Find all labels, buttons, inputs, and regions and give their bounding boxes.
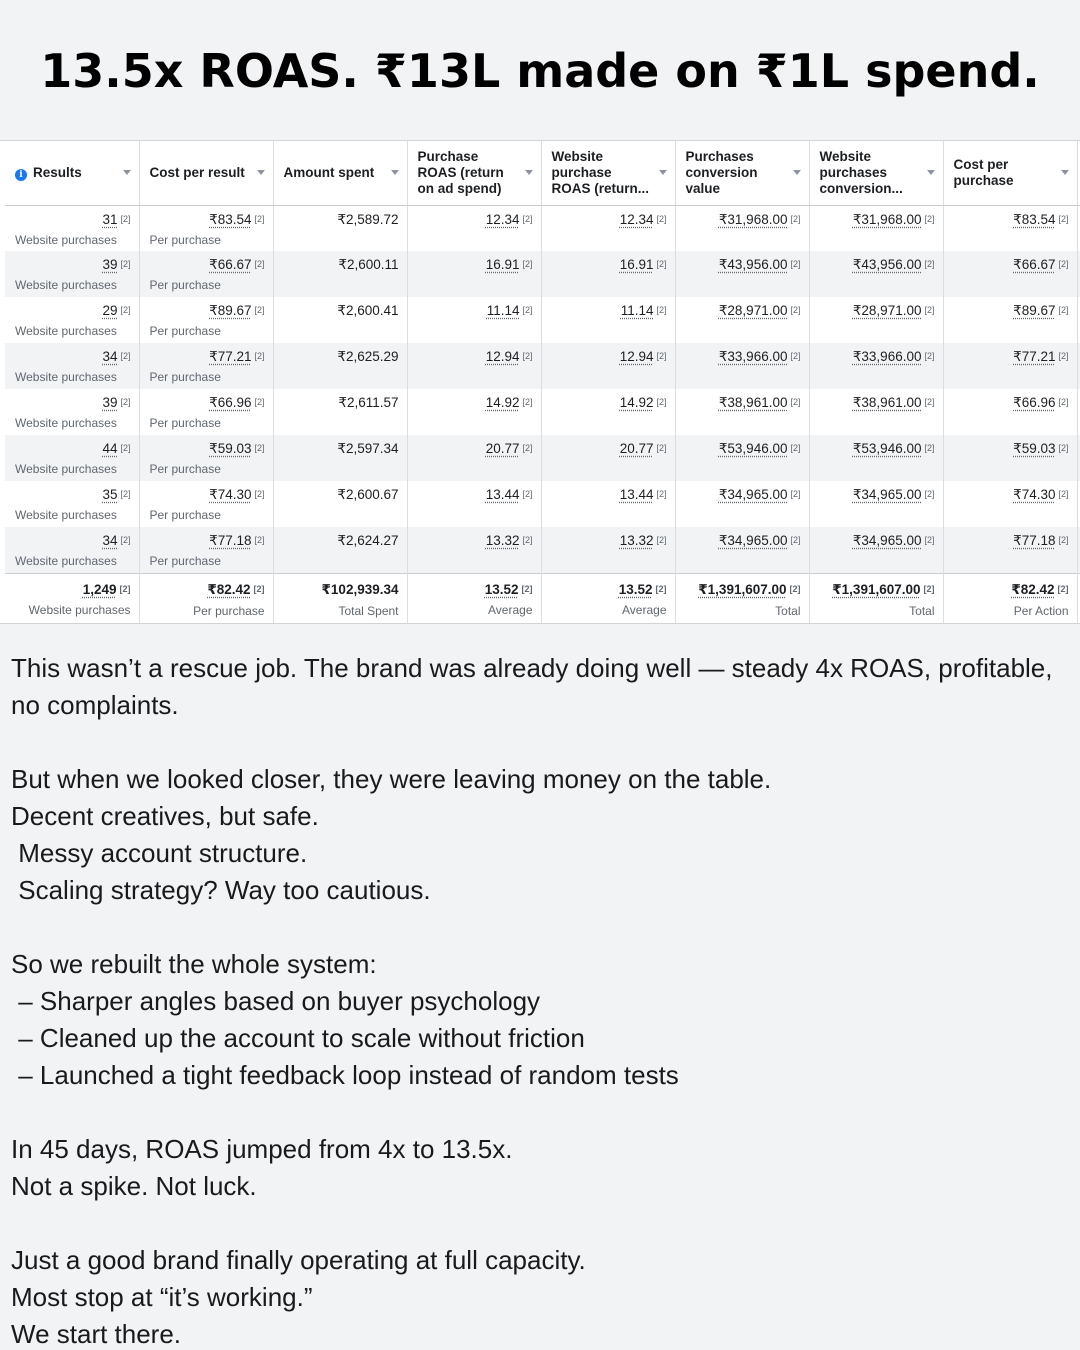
cell-results xyxy=(5,527,139,573)
footnote-marker: [2] xyxy=(790,259,801,269)
column-header-website-purchase-roas[interactable] xyxy=(541,141,675,205)
body-line: – Sharper angles based on buyer psychology xyxy=(11,986,541,1016)
cell-website-purchase-roas xyxy=(541,573,675,624)
footnote-marker: [2] xyxy=(656,489,667,499)
ads-report-table xyxy=(0,140,1080,624)
footnote-marker: [2] xyxy=(656,351,667,361)
cell-amount-spent xyxy=(273,389,407,435)
footnote-marker: [2] xyxy=(522,259,533,269)
footnote-marker: [2] xyxy=(522,213,533,224)
body-line: – Cleaned up the account to scale without friction xyxy=(11,1023,585,1053)
footnote-marker: [2] xyxy=(254,397,265,407)
footnote-marker: [2] xyxy=(254,305,265,315)
cell-amount-spent xyxy=(273,527,407,573)
cell-website-purchases-conversion xyxy=(809,527,943,573)
cell-purchases-conversion-value xyxy=(675,389,809,435)
cell-value[interactable]: ₹89.67 xyxy=(209,303,252,318)
column-header-amount-spent[interactable] xyxy=(273,141,407,205)
cell-value[interactable]: 20.77 xyxy=(619,441,654,456)
cell-value[interactable]: 13.52 xyxy=(618,581,653,597)
cell-sublabel: Website purchases xyxy=(15,370,117,384)
cell-value[interactable]: 11.14 xyxy=(620,303,654,318)
cell-results xyxy=(5,251,139,297)
cell-value[interactable]: 13.32 xyxy=(485,533,520,548)
cell-cost-per-purchase xyxy=(943,343,1077,389)
cell-website-purchase-roas xyxy=(541,251,675,297)
cell-value[interactable]: 13.44 xyxy=(619,487,654,502)
cell-sublabel: Per purchase xyxy=(149,324,221,338)
table-row[interactable] xyxy=(5,297,1080,343)
footnote-marker: [2] xyxy=(120,305,131,315)
cell-value[interactable]: ₹66.67 xyxy=(1013,257,1056,272)
cell-value[interactable]: ₹33,966.00 xyxy=(852,349,922,364)
column-header-purchase-roas[interactable] xyxy=(407,141,541,205)
footnote-marker: [2] xyxy=(790,443,801,453)
cell-value[interactable]: ₹43,956.00 xyxy=(852,257,922,272)
chevron-down-icon[interactable] xyxy=(525,170,533,175)
cell-website-purchases-conversion xyxy=(809,481,943,527)
cell-cost-per-purchase xyxy=(943,297,1077,343)
footnote-marker: [2] xyxy=(656,443,667,453)
cell-value: ₹2,600.41 xyxy=(337,303,399,318)
cell-sublabel: Website purchases xyxy=(15,508,117,522)
chevron-down-icon[interactable] xyxy=(1061,170,1069,175)
cell-value: ₹2,611.57 xyxy=(338,395,399,410)
cell-results xyxy=(5,343,139,389)
footnote-marker: [2] xyxy=(790,397,801,407)
cell-results xyxy=(5,205,139,251)
footnote-marker: [2] xyxy=(120,535,131,545)
table-total-row xyxy=(5,573,1080,624)
footnote-marker: [2] xyxy=(924,443,935,453)
cell-value[interactable]: 12.34 xyxy=(619,211,654,227)
cell-cost-per-result xyxy=(139,343,273,389)
cell-sublabel: Per purchase xyxy=(149,416,221,430)
cell-value[interactable]: 44 xyxy=(102,441,118,456)
cell-amount-spent xyxy=(273,205,407,251)
column-header-purchases-conversion-value[interactable] xyxy=(675,141,809,205)
cell-purchases-conversion-value xyxy=(675,481,809,527)
cell-value[interactable]: ₹28,971.00 xyxy=(718,303,788,318)
footnote-marker: [2] xyxy=(1058,305,1069,315)
cell-value[interactable]: ₹66.96 xyxy=(209,395,252,410)
cell-value[interactable]: ₹77.21 xyxy=(1013,349,1056,364)
footnote-marker: [2] xyxy=(254,535,265,545)
cell-value[interactable]: ₹74.30 xyxy=(1013,487,1056,502)
cell-value[interactable]: 34 xyxy=(102,533,118,548)
body-line: Decent creatives, but safe. xyxy=(11,801,319,831)
cell-value: ₹2,600.67 xyxy=(337,487,399,502)
cell-value[interactable]: 39 xyxy=(102,257,118,272)
cell-value: ₹2,600.11 xyxy=(338,257,399,272)
column-header-website-purchases-conversion[interactable] xyxy=(809,141,943,205)
cell-cost-per-result xyxy=(139,481,273,527)
footnote-marker: [2] xyxy=(120,397,131,407)
footnote-marker: [2] xyxy=(1058,489,1069,499)
footnote-marker: [2] xyxy=(522,443,533,453)
cell-amount-spent xyxy=(273,343,407,389)
cell-value[interactable]: 31 xyxy=(102,211,118,227)
footnote-marker: [2] xyxy=(1058,213,1069,224)
cell-purchase-roas xyxy=(407,481,541,527)
cell-value[interactable]: ₹77.18 xyxy=(209,533,252,548)
cell-website-purchases-conversion xyxy=(809,297,943,343)
cell-value[interactable]: ₹31,968.00 xyxy=(852,211,922,227)
footnote-marker: [2] xyxy=(120,213,131,224)
cell-value: ₹2,597.34 xyxy=(337,441,399,456)
cell-value[interactable]: ₹1,391,607.00 xyxy=(832,581,921,597)
cell-cost-per-purchase xyxy=(943,527,1077,573)
cell-value[interactable]: 1,249 xyxy=(82,581,117,597)
paragraph-gap xyxy=(11,724,1071,761)
cell-purchases-conversion-value xyxy=(675,527,809,573)
footnote-marker: [2] xyxy=(656,535,667,545)
cell-sublabel: Average xyxy=(488,602,533,617)
cell-sublabel: Website purchases xyxy=(15,554,117,568)
footnote-marker: [2] xyxy=(1058,397,1069,407)
cell-value[interactable]: ₹77.18 xyxy=(1013,533,1056,548)
cell-website-purchase-roas xyxy=(541,297,675,343)
cell-value[interactable]: ₹1,391,607.00 xyxy=(698,581,787,597)
cell-sublabel: Website purchases xyxy=(15,278,117,292)
body-line: We start there. xyxy=(11,1319,182,1349)
cell-value[interactable]: ₹34,965.00 xyxy=(718,487,788,502)
cell-value[interactable]: 14.92 xyxy=(485,395,520,410)
header-label: Purchase ROAS (return on ad spend) xyxy=(417,148,504,196)
cell-website-purchases-conversion xyxy=(809,343,943,389)
cell-value[interactable]: ₹59.03 xyxy=(209,441,252,456)
footnote-marker: [2] xyxy=(522,489,533,499)
cell-website-purchase-roas xyxy=(541,481,675,527)
cell-value[interactable]: ₹53,946.00 xyxy=(718,441,788,456)
cell-website-purchase-roas xyxy=(541,389,675,435)
footnote-marker: [2] xyxy=(656,397,667,407)
cell-results xyxy=(5,435,139,481)
body-line: – Launched a tight feedback loop instead of random tests xyxy=(11,1060,679,1090)
cell-value[interactable]: ₹31,968.00 xyxy=(718,211,788,227)
cell-purchase-roas xyxy=(407,251,541,297)
header-label: Website purchases conversion... xyxy=(819,148,903,196)
cell-cost-per-purchase xyxy=(943,205,1077,251)
cell-value[interactable]: ₹74.30 xyxy=(209,487,252,502)
column-header-results[interactable] xyxy=(5,141,139,205)
footnote-marker: [2] xyxy=(790,535,801,545)
body-line: Messy account structure. xyxy=(11,838,308,868)
footnote-marker: [2] xyxy=(254,213,265,224)
footnote-marker: [2] xyxy=(1058,259,1069,269)
table-row[interactable] xyxy=(5,481,1080,527)
cell-value[interactable]: 39 xyxy=(102,395,118,410)
chevron-down-icon[interactable] xyxy=(927,170,935,175)
cell-cost-per-result xyxy=(139,297,273,343)
cell-results xyxy=(5,389,139,435)
cell-sublabel: Total Spent xyxy=(338,603,399,618)
cell-value[interactable]: 14.92 xyxy=(619,395,654,410)
cell-purchases-conversion-value xyxy=(675,343,809,389)
chevron-down-icon[interactable] xyxy=(659,170,667,175)
cell-value[interactable]: ₹82.42 xyxy=(1011,581,1055,597)
cell-website-purchase-roas xyxy=(541,205,675,251)
footnote-marker: [2] xyxy=(1058,535,1069,545)
footnote-marker: [2] xyxy=(790,489,801,499)
cell-cost-per-result xyxy=(139,573,273,624)
body-line: Not a spike. Not luck. xyxy=(11,1171,257,1201)
footnote-marker: [2] xyxy=(1058,443,1069,453)
cell-sublabel: Total xyxy=(775,603,801,618)
cell-sublabel: Per purchase xyxy=(149,508,221,522)
chevron-down-icon[interactable] xyxy=(123,170,131,175)
cell-cost-per-purchase xyxy=(943,389,1077,435)
footnote-marker: [2] xyxy=(923,583,935,594)
cell-value[interactable]: 12.94 xyxy=(619,349,654,364)
footnote-marker: [2] xyxy=(656,259,667,269)
cell-value[interactable]: 34 xyxy=(102,349,118,364)
cell-purchases-conversion-value xyxy=(675,435,809,481)
table-row[interactable] xyxy=(5,343,1080,389)
body-line: In 45 days, ROAS jumped from 4x to 13.5x. xyxy=(11,1134,513,1164)
cell-value[interactable]: ₹53,946.00 xyxy=(852,441,922,456)
cell-value[interactable]: ₹38,961.00 xyxy=(852,395,922,410)
chevron-down-icon[interactable] xyxy=(257,170,265,175)
cell-value[interactable]: ₹66.96 xyxy=(1013,395,1056,410)
cell-results xyxy=(5,481,139,527)
cell-sublabel: Per Action xyxy=(1013,603,1069,618)
cell-purchase-roas xyxy=(407,343,541,389)
cell-amount-spent xyxy=(273,481,407,527)
cell-value[interactable]: 13.52 xyxy=(484,581,519,597)
footnote-marker: [2] xyxy=(522,535,533,545)
footnote-marker: [2] xyxy=(1057,583,1069,594)
info-icon[interactable]: i xyxy=(15,169,27,181)
column-header-cost-per-purchase[interactable] xyxy=(943,141,1077,205)
cell-sublabel: Per purchase xyxy=(149,462,221,476)
cell-sublabel: Website purchases xyxy=(15,462,117,476)
footnote-marker: [2] xyxy=(924,397,935,407)
cell-value[interactable]: 12.94 xyxy=(485,349,520,364)
footnote-marker: [2] xyxy=(789,583,801,594)
cell-value[interactable]: 16.91 xyxy=(619,257,654,272)
cell-value[interactable]: ₹34,965.00 xyxy=(852,487,922,502)
table-row[interactable] xyxy=(5,205,1080,251)
footnote-marker: [2] xyxy=(924,259,935,269)
post-body xyxy=(11,650,1071,1350)
cell-value[interactable]: ₹43,956.00 xyxy=(718,257,788,272)
cell-purchases-conversion-value xyxy=(675,297,809,343)
cell-value[interactable]: ₹89.67 xyxy=(1013,303,1056,318)
header-label: Website purchase ROAS (return... xyxy=(551,148,650,196)
footnote-marker: [2] xyxy=(120,443,131,453)
footnote-marker: [2] xyxy=(656,305,667,315)
footnote-marker: [2] xyxy=(119,583,131,594)
footnote-marker: [2] xyxy=(120,489,131,499)
body-line: This wasn’t a rescue job. The brand was already doing well — steady 4x ROAS, profitable, no complaints. xyxy=(11,653,1060,720)
cell-purchase-roas xyxy=(407,573,541,624)
cell-sublabel: Average xyxy=(622,602,667,617)
cell-value[interactable]: ₹82.42 xyxy=(207,581,251,597)
cell-sublabel: Website purchases xyxy=(15,324,117,338)
cell-value[interactable]: ₹77.21 xyxy=(209,349,252,364)
cell-purchase-roas xyxy=(407,297,541,343)
cell-value[interactable]: 20.77 xyxy=(485,441,520,456)
cell-cost-per-purchase xyxy=(943,251,1077,297)
footnote-marker: [2] xyxy=(522,305,533,315)
table-row[interactable] xyxy=(5,251,1080,297)
header-label: Amount spent xyxy=(283,164,375,180)
cell-sublabel: Per purchase xyxy=(149,232,221,247)
header-label: Results xyxy=(33,164,82,180)
cell-amount-spent xyxy=(273,297,407,343)
cell-value: ₹102,939.34 xyxy=(321,581,399,597)
cell-value[interactable]: 35 xyxy=(102,487,118,502)
header-label: Cost per purchase xyxy=(953,156,1014,188)
cell-value: ₹2,589.72 xyxy=(337,211,399,227)
footnote-marker: [2] xyxy=(254,351,265,361)
cell-purchases-conversion-value xyxy=(675,573,809,624)
footnote-marker: [2] xyxy=(120,259,131,269)
footnote-marker: [2] xyxy=(120,351,131,361)
footnote-marker: [2] xyxy=(924,305,935,315)
column-header-cost-per-result[interactable] xyxy=(139,141,273,205)
cell-value[interactable]: 13.32 xyxy=(619,533,654,548)
cell-purchase-roas xyxy=(407,389,541,435)
cell-cost-per-result xyxy=(139,435,273,481)
paragraph-gap xyxy=(11,1094,1071,1131)
footnote-marker: [2] xyxy=(790,213,801,224)
footnote-marker: [2] xyxy=(1058,351,1069,361)
cell-value[interactable]: ₹34,965.00 xyxy=(852,533,922,548)
footnote-marker: [2] xyxy=(655,583,667,594)
cell-cost-per-purchase xyxy=(943,435,1077,481)
cell-website-purchase-roas xyxy=(541,343,675,389)
cell-sublabel: Website purchases xyxy=(28,602,131,617)
cell-website-purchases-conversion xyxy=(809,205,943,251)
cell-cost-per-purchase xyxy=(943,481,1077,527)
body-line: Most stop at “it’s working.” xyxy=(11,1282,313,1312)
chevron-down-icon[interactable] xyxy=(793,170,801,175)
cell-sublabel: Per purchase xyxy=(149,554,221,568)
paragraph-gap xyxy=(11,909,1071,946)
footnote-marker: [2] xyxy=(656,213,667,224)
table-header-row xyxy=(5,141,1080,205)
cell-amount-spent xyxy=(273,251,407,297)
cell-purchases-conversion-value xyxy=(675,251,809,297)
cell-website-purchase-roas xyxy=(541,435,675,481)
footnote-marker: [2] xyxy=(924,213,935,224)
cell-cost-per-result xyxy=(139,389,273,435)
table-row[interactable] xyxy=(5,435,1080,481)
cell-cost-per-result xyxy=(139,205,273,251)
results-table xyxy=(5,141,1080,624)
cell-amount-spent xyxy=(273,435,407,481)
cell-website-purchase-roas xyxy=(541,527,675,573)
table-row[interactable] xyxy=(5,527,1080,573)
cell-results xyxy=(5,297,139,343)
cell-sublabel: Per purchase xyxy=(149,278,221,292)
cell-value[interactable]: 29 xyxy=(102,303,118,318)
cell-sublabel: Per purchase xyxy=(149,370,221,384)
cell-value[interactable]: ₹83.54 xyxy=(209,211,252,227)
footnote-marker: [2] xyxy=(254,259,265,269)
cell-value: ₹2,624.27 xyxy=(337,533,399,548)
footnote-marker: [2] xyxy=(522,351,533,361)
header-label: Purchases conversion value xyxy=(685,148,758,196)
footnote-marker: [2] xyxy=(790,305,801,315)
cell-value[interactable]: ₹28,971.00 xyxy=(852,303,922,318)
footnote-marker: [2] xyxy=(924,351,935,361)
cell-website-purchases-conversion xyxy=(809,251,943,297)
headline: 13.5x ROAS. ₹13L made on ₹1L spend. xyxy=(40,44,1040,98)
body-line: But when we looked closer, they were leaving money on the table. xyxy=(11,764,772,794)
cell-cost-per-purchase xyxy=(943,573,1077,624)
footnote-marker: [2] xyxy=(522,397,533,407)
chevron-down-icon[interactable] xyxy=(391,170,399,175)
footnote-marker: [2] xyxy=(790,351,801,361)
cell-cost-per-result xyxy=(139,527,273,573)
cell-value[interactable]: ₹83.54 xyxy=(1013,211,1056,227)
cell-value[interactable]: ₹59.03 xyxy=(1013,441,1056,456)
footnote-marker: [2] xyxy=(924,489,935,499)
cell-value[interactable]: ₹34,965.00 xyxy=(718,533,788,548)
header-label: Cost per result xyxy=(149,164,245,180)
body-line: So we rebuilt the whole system: xyxy=(11,949,377,979)
cell-sublabel: Website purchases xyxy=(15,416,117,430)
body-line: Scaling strategy? Way too cautious. xyxy=(11,875,431,905)
footnote-marker: [2] xyxy=(254,443,265,453)
footnote-marker: [2] xyxy=(254,489,265,499)
paragraph-gap xyxy=(11,1205,1071,1242)
cell-sublabel: Per purchase xyxy=(193,603,265,618)
cell-value[interactable]: 12.34 xyxy=(485,211,520,227)
body-line: Just a good brand finally operating at full capacity. xyxy=(11,1245,586,1275)
cell-results xyxy=(5,573,139,624)
footnote-marker: [2] xyxy=(924,535,935,545)
cell-cost-per-result xyxy=(139,251,273,297)
cell-purchase-roas xyxy=(407,205,541,251)
cell-website-purchases-conversion xyxy=(809,573,943,624)
cell-website-purchases-conversion xyxy=(809,389,943,435)
cell-amount-spent xyxy=(273,573,407,624)
cell-value[interactable]: 16.91 xyxy=(485,257,520,272)
cell-purchases-conversion-value xyxy=(675,205,809,251)
cell-website-purchases-conversion xyxy=(809,435,943,481)
cell-purchase-roas xyxy=(407,435,541,481)
cell-value[interactable]: ₹38,961.00 xyxy=(718,395,788,410)
footnote-marker: [2] xyxy=(521,583,533,594)
cell-value[interactable]: ₹33,966.00 xyxy=(718,349,788,364)
cell-value[interactable]: 13.44 xyxy=(485,487,520,502)
cell-value[interactable]: ₹66.67 xyxy=(209,257,252,272)
cell-value[interactable]: 11.14 xyxy=(486,303,520,318)
footnote-marker: [2] xyxy=(253,583,265,594)
cell-purchase-roas xyxy=(407,527,541,573)
table-row[interactable] xyxy=(5,389,1080,435)
cell-value: ₹2,625.29 xyxy=(337,349,399,364)
cell-sublabel: Total xyxy=(909,603,935,618)
cell-sublabel: Website purchases xyxy=(15,232,117,247)
